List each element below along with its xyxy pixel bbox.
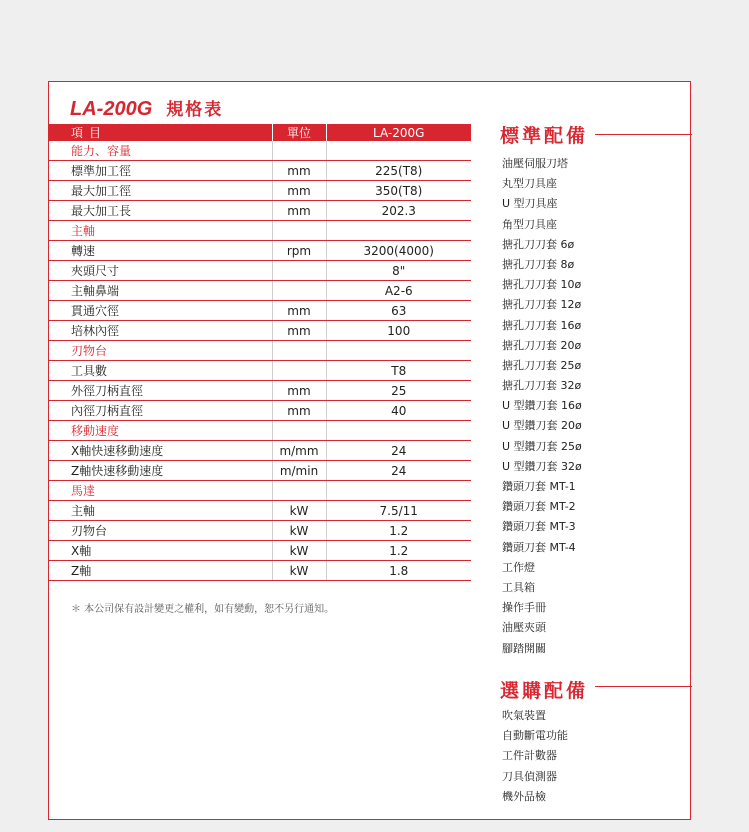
spec-row (49, 321, 471, 341)
spec-row (49, 161, 471, 181)
header-item: 項目 (49, 124, 272, 141)
standard-equipment-item: 搪孔刀刀套 8ø (502, 257, 575, 271)
spec-item-cell: X軸 (49, 541, 272, 561)
spec-unit-cell: m/mm (272, 441, 326, 461)
spec-unit-cell: kW (272, 521, 326, 541)
spec-row (49, 441, 471, 461)
spec-item-cell: 刃物台 (49, 521, 272, 541)
spec-value-cell: 3200(4000) (326, 241, 471, 261)
spec-value-cell: 1.2 (326, 541, 471, 561)
spec-row (49, 181, 471, 201)
optional-equipment-heading: 選購配備 (500, 680, 589, 702)
optional-equipment-item: 工件計數器 (502, 749, 557, 763)
standard-equipment-item: U 型鑽刀套 32ø (502, 459, 582, 473)
spec-item-cell: 外徑刀柄直徑 (49, 381, 272, 401)
standard-equipment-item: 搪孔刀刀套 12ø (502, 298, 582, 312)
standard-equipment-item: 工作燈 (502, 560, 535, 574)
header-model: LA-200G (326, 124, 471, 141)
spec-item-cell: 主軸 (49, 501, 272, 521)
spec-item-cell: 馬達 (49, 481, 272, 501)
spec-item-cell: 標準加工徑 (49, 161, 272, 181)
spec-unit-cell: kW (272, 541, 326, 561)
spec-value-cell: A2-6 (326, 281, 471, 301)
optional-equipment-item: 自動斷電功能 (502, 729, 568, 743)
optional-equipment-list (502, 706, 568, 807)
standard-heading-rule (595, 134, 692, 135)
spec-unit-cell: mm (272, 301, 326, 321)
spec-row (49, 401, 471, 421)
spec-value-cell: 350(T8) (326, 181, 471, 201)
spec-unit-cell (272, 281, 326, 301)
spec-item-cell: X軸快速移動速度 (49, 441, 272, 461)
standard-equipment-list (502, 154, 582, 659)
spec-row (49, 361, 471, 381)
spec-row (49, 541, 471, 561)
optional-equipment-item: 機外品檢 (502, 789, 546, 803)
standard-equipment-item: 腳踏開關 (502, 641, 546, 655)
spec-item-cell: 貫通穴徑 (49, 301, 272, 321)
spec-value-cell: 202.3 (326, 201, 471, 221)
spec-sheet-card (48, 81, 691, 820)
spec-unit-cell: mm (272, 201, 326, 221)
standard-equipment-item: 搪孔刀刀套 16ø (502, 318, 582, 332)
standard-equipment-item: 搪孔刀刀套 10ø (502, 278, 582, 292)
spec-unit-cell: mm (272, 401, 326, 421)
standard-equipment-item: 角型刀具座 (502, 217, 557, 231)
spec-row (49, 281, 471, 301)
spec-value-cell: 40 (326, 401, 471, 421)
spec-unit-cell: kW (272, 561, 326, 581)
spec-category-row (49, 481, 471, 501)
standard-equipment-item: 工具箱 (502, 580, 535, 594)
spec-unit-cell: mm (272, 181, 326, 201)
page-title (70, 95, 223, 121)
standard-equipment-item: U 型鑽刀套 16ø (502, 399, 582, 413)
spec-item-cell: 培林內徑 (49, 321, 272, 341)
disclaimer-note: ＊ 本公司保有設計變更之權利，如有變動，恕不另行通知。 (71, 604, 335, 615)
spec-row (49, 561, 471, 581)
header-unit: 單位 (272, 124, 326, 141)
spec-unit-cell: mm (272, 321, 326, 341)
spec-value-cell: 24 (326, 461, 471, 481)
spec-item-cell: 能力、容量 (49, 141, 272, 161)
spec-category-row (49, 221, 471, 241)
spec-value-cell: 100 (326, 321, 471, 341)
spec-unit-cell (272, 421, 326, 441)
spec-row (49, 241, 471, 261)
spec-row (49, 381, 471, 401)
standard-equipment-item: 搪孔刀刀套 32ø (502, 379, 582, 393)
spec-row (49, 501, 471, 521)
spec-item-cell: 最大加工長 (49, 201, 272, 221)
spec-value-cell: T8 (326, 361, 471, 381)
standard-equipment-item: 鑽頭刀套 MT-1 (502, 480, 576, 493)
standard-equipment-item: 操作手冊 (502, 601, 546, 615)
spec-unit-cell (272, 221, 326, 241)
spec-value-cell: 25 (326, 381, 471, 401)
spec-unit-cell (272, 141, 326, 161)
standard-equipment-item: 鑽頭刀套 MT-2 (502, 500, 576, 514)
optional-heading-rule (595, 686, 692, 687)
standard-equipment-item: 搪孔刀刀套 6ø (502, 237, 575, 251)
spec-row (49, 261, 471, 281)
standard-equipment-item: 丸型刀具座 (502, 177, 557, 191)
spec-row (49, 521, 471, 541)
optional-equipment-item: 吹氣裝置 (502, 709, 546, 722)
spec-value-cell (326, 141, 471, 161)
spec-item-cell: 最大加工徑 (49, 181, 272, 201)
spec-item-cell: Z軸快速移動速度 (49, 461, 272, 481)
spec-value-cell: 8" (326, 261, 471, 281)
standard-equipment-item: 鑽頭刀套 MT-3 (502, 520, 576, 534)
spec-value-cell: 1.8 (326, 561, 471, 581)
spec-value-cell (326, 421, 471, 441)
spec-unit-cell: kW (272, 501, 326, 521)
spec-item-cell: 刃物台 (49, 341, 272, 361)
spec-unit-cell (272, 261, 326, 281)
standard-equipment-item: 鑽頭刀套 MT-4 (502, 540, 576, 554)
optional-equipment-item: 刀具偵測器 (502, 769, 557, 783)
spec-value-cell (326, 481, 471, 501)
standard-equipment-item: 搪孔刀刀套 20ø (502, 338, 582, 352)
standard-equipment-item: 搪孔刀刀套 25ø (502, 358, 582, 372)
spec-row (49, 201, 471, 221)
spec-value-cell: 63 (326, 301, 471, 321)
spec-category-row (49, 141, 471, 161)
standard-equipment-item: 油壓伺服刀塔 (502, 157, 568, 170)
spec-value-cell: 7.5/11 (326, 501, 471, 521)
spec-value-cell: 24 (326, 441, 471, 461)
spec-table-header (49, 124, 471, 141)
spec-table (49, 124, 471, 581)
spec-unit-cell: m/min (272, 461, 326, 481)
standard-equipment-item: 油壓夾頭 (502, 621, 546, 635)
spec-unit-cell: rpm (272, 241, 326, 261)
spec-item-cell: Z軸 (49, 561, 272, 581)
spec-category-row (49, 421, 471, 441)
spec-item-cell: 工具數 (49, 361, 272, 381)
spec-row (49, 301, 471, 321)
standard-equipment-item: U 型鑽刀套 25ø (502, 439, 582, 453)
standard-equipment-item: U 型刀具座 (502, 197, 558, 211)
spec-value-cell: 1.2 (326, 521, 471, 541)
spec-unit-cell: mm (272, 161, 326, 181)
spec-unit-cell: mm (272, 381, 326, 401)
title-subtitle: 規格表 (166, 100, 224, 120)
spec-value-cell (326, 221, 471, 241)
spec-unit-cell (272, 361, 326, 381)
spec-unit-cell (272, 341, 326, 361)
spec-row (49, 461, 471, 481)
spec-item-cell: 轉速 (49, 241, 272, 261)
standard-equipment-item: U 型鑽刀套 20ø (502, 419, 582, 433)
spec-category-row (49, 341, 471, 361)
spec-item-cell: 夾頭尺寸 (49, 261, 272, 281)
spec-unit-cell (272, 481, 326, 501)
spec-value-cell: 225(T8) (326, 161, 471, 181)
model-name: LA-200G (70, 98, 153, 120)
standard-equipment-heading: 標準配備 (500, 125, 589, 147)
spec-item-cell: 主軸鼻端 (49, 281, 272, 301)
spec-item-cell: 移動速度 (49, 421, 272, 441)
spec-item-cell: 主軸 (49, 221, 272, 241)
spec-value-cell (326, 341, 471, 361)
spec-item-cell: 內徑刀柄直徑 (49, 401, 272, 421)
